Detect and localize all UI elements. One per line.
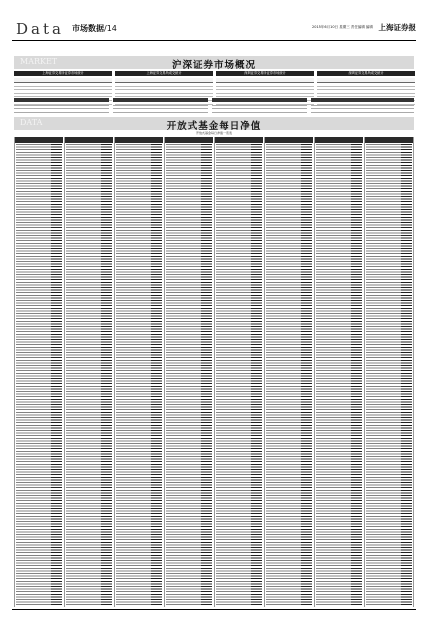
page-header bbox=[12, 20, 416, 38]
market-subtable bbox=[212, 98, 307, 114]
panel-header: 上海证券交易所证券市场统计 bbox=[14, 71, 112, 76]
fund-column bbox=[114, 137, 163, 607]
panel-header: 上海证券交易所成交统计 bbox=[115, 71, 213, 76]
header-rule bbox=[12, 40, 416, 41]
fund-banner bbox=[14, 117, 414, 130]
market-title: 沪深证券市场概况 bbox=[171, 60, 256, 71]
fund-column bbox=[314, 137, 363, 607]
market-subtable bbox=[311, 98, 414, 114]
section-logo: Data bbox=[16, 20, 64, 38]
fund-column bbox=[214, 137, 263, 607]
panel-header: 深圳证券交易所成交统计 bbox=[317, 71, 415, 76]
newspaper-name: 上海证券报 bbox=[378, 23, 416, 32]
fund-column bbox=[64, 137, 113, 607]
fund-column bbox=[14, 137, 63, 607]
fund-ghost-text: DATA bbox=[20, 118, 43, 127]
fund-column bbox=[264, 137, 313, 607]
fund-column bbox=[364, 137, 414, 607]
fund-title: 开放式基金每日净值 bbox=[166, 121, 262, 132]
fund-column bbox=[164, 137, 213, 607]
market-banner bbox=[14, 56, 414, 69]
section-title: 市场数据/14 bbox=[72, 24, 117, 33]
market-subtable bbox=[113, 98, 208, 114]
panel-header: 深圳证券交易所证券市场统计 bbox=[216, 71, 314, 76]
footer-rule bbox=[12, 609, 416, 610]
fund-subtitle: 开放式基金每日净值一览表 bbox=[195, 131, 232, 135]
market-subtable bbox=[14, 98, 109, 114]
market-ghost-text: MARKET bbox=[20, 57, 58, 66]
dateline: 2015年6月10日 星期三 责任编辑 编辑 bbox=[312, 25, 373, 29]
